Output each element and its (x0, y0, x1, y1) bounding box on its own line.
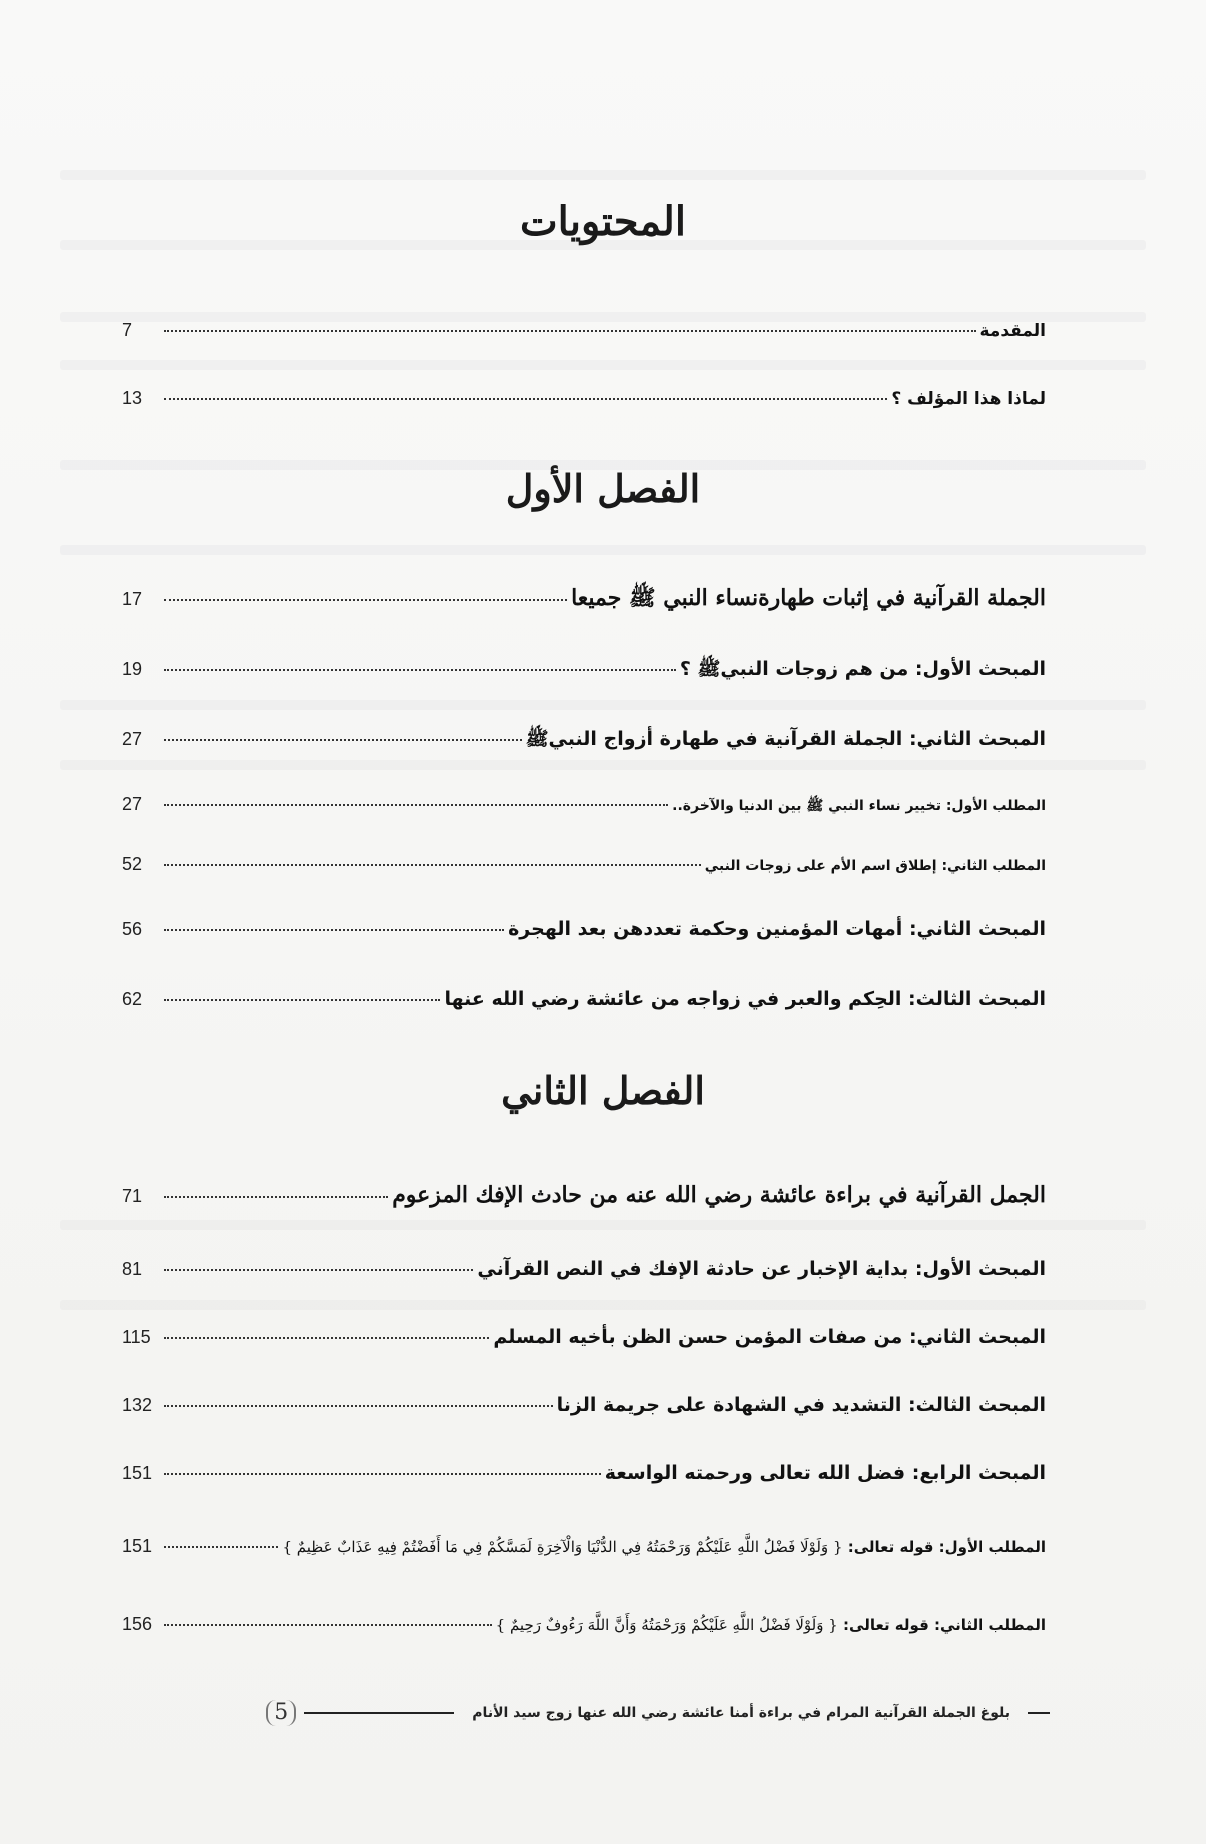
toc-page-number: 115 (122, 1327, 151, 1347)
bleed-through-line (60, 170, 1146, 180)
toc-entry-title: المقدمة (979, 321, 1046, 341)
toc-page-number: 19 (122, 659, 143, 679)
toc-page-number: 151 (122, 1536, 153, 1556)
section-label: المبحث الثالث: (908, 988, 1046, 1010)
toc-entry[interactable] (122, 918, 1046, 940)
toc-entry-title (477, 1258, 1046, 1280)
leader-dots (164, 864, 701, 866)
toc-page-number: 17 (122, 589, 143, 609)
section-title: أمهات المؤمنين وحكمة تعددهن بعد الهجرة (508, 918, 903, 940)
toc-page-number: 52 (122, 854, 143, 874)
toc-entry[interactable] (122, 1326, 1046, 1348)
quran-verse: { وَلَوْلَا فَضْلُ اللَّهِ عَلَيْكُمْ وَرَحْمَتُهُ وَأَنَّ اللَّهَ رَءُوفٌ رَحِيمٌ } (495, 1616, 838, 1634)
leader-dots (164, 1269, 473, 1271)
subsection-label: المطلب الأول: (945, 798, 1046, 814)
chapter-heading: الفصل الثاني (501, 1068, 705, 1113)
toc-entry[interactable] (122, 388, 1046, 409)
toc-page-number: 7 (122, 320, 133, 340)
leader-dots (164, 1473, 601, 1475)
section-label: المبحث الثالث: (908, 1394, 1046, 1416)
toc-entry[interactable] (122, 1536, 1046, 1557)
toc-entry-title (493, 1326, 1046, 1348)
bleed-through-line (60, 700, 1146, 710)
footer-rule (1028, 1712, 1050, 1714)
toc-entry-title (444, 988, 1046, 1010)
toc-entry[interactable] (122, 320, 1046, 341)
toc-entry[interactable] (122, 657, 1046, 685)
page-title: المحتويات (520, 198, 686, 245)
toc-page-number: 56 (122, 919, 143, 939)
section-title: الجملة القرآنية في طهارة أزواج النبيﷺ (525, 728, 903, 750)
toc-entry-title (496, 1616, 1046, 1634)
section-label: المبحث الرابع: (911, 1462, 1046, 1484)
bleed-through-line (60, 1300, 1146, 1310)
toc-entry-title (680, 657, 1046, 685)
subsection-title: تخيير نساء النبي ﷺ بين الدنيا والآخرة.. (672, 798, 941, 814)
leader-dots (164, 1546, 278, 1548)
toc-entry[interactable] (122, 1258, 1046, 1280)
page-number: 5 (266, 1700, 296, 1726)
leader-dots (164, 1337, 489, 1339)
toc-entry[interactable] (122, 1614, 1046, 1635)
section-label: المبحث الثاني: (908, 728, 1046, 750)
toc-entry-title (672, 797, 1046, 817)
toc-entry[interactable] (122, 988, 1046, 1010)
section-label: المبحث الأول: (914, 1258, 1046, 1280)
leader-dots (164, 739, 522, 741)
section-label: المبحث الأول: (914, 658, 1046, 680)
subsection-title: إطلاق اسم الأم على زوجات النبي (704, 858, 937, 874)
section-label: المبحث الثاني: (908, 1326, 1046, 1348)
leader-dots (164, 1624, 492, 1626)
section-title: الحِكم والعبر في زواجه من عائشة رضي الله عنها (444, 988, 902, 1010)
toc-entry-title (557, 1394, 1046, 1416)
footer-rule (304, 1712, 454, 1714)
toc-entry-title (705, 858, 1046, 874)
toc-entry-title: الجمل القرآنية في براءة عائشة رضي الله عنه من حادث الإفك المزعوم (392, 1182, 1046, 1208)
toc-entry[interactable] (122, 1394, 1046, 1416)
leader-dots (164, 804, 668, 806)
toc-entry[interactable] (122, 1462, 1046, 1484)
leader-dots (164, 669, 676, 671)
bleed-through-line (60, 545, 1146, 555)
bleed-through-line (60, 1220, 1146, 1230)
toc-page-number: 27 (122, 794, 143, 814)
subsection-label: المطلب الثاني: (941, 858, 1046, 874)
toc-page-number: 156 (122, 1614, 153, 1634)
toc-entry[interactable] (122, 854, 1046, 875)
toc-entry[interactable] (122, 794, 1046, 817)
toc-entry-title (526, 727, 1046, 755)
toc-entry-title: الجملة القرآنية في إثبات طهارةنساء النبي ﷺ جميعا (571, 585, 1046, 611)
toc-entry-title (508, 918, 1046, 940)
bleed-through-line (60, 360, 1146, 370)
toc-page-number: 62 (122, 989, 143, 1009)
section-title: بداية الإخبار عن حادثة الإفك في النص القرآني (477, 1258, 909, 1280)
toc-page-number: 151 (122, 1463, 153, 1483)
section-title: من هم زوجات النبيﷺ ؟ (679, 658, 909, 680)
leader-dots (164, 929, 504, 931)
section-title: فضل الله تعالى ورحمته الواسعة (604, 1462, 906, 1484)
toc-entry[interactable] (122, 1182, 1046, 1208)
toc-entry[interactable] (122, 727, 1046, 755)
running-title: بلوغ الجملة القرآنية المرام في براءة أمنا عائشة رضي الله عنها زوج سيد الأنام (472, 1705, 1010, 1721)
toc-entry-title (282, 1538, 1046, 1556)
section-label: المبحث الثاني: (908, 918, 1046, 940)
toc-page-number: 27 (122, 729, 143, 749)
chapter-heading: الفصل الأول (505, 466, 701, 511)
leader-dots (164, 1196, 388, 1198)
toc-page-number: 71 (122, 1186, 143, 1206)
leader-dots (164, 1405, 553, 1407)
toc-entry-title (605, 1462, 1046, 1484)
quran-verse: { وَلَوْلَا فَضْلُ اللَّهِ عَلَيْكُمْ وَرَحْمَتُهُ فِي الدُّنْيَا وَالْآخِرَةِ لَمَسَّكُمْ فِي مَا أَفَضْتُمْ فِيهِ عَذَابٌ عَظِيمٌ } (282, 1538, 843, 1556)
toc-page-number: 81 (122, 1259, 143, 1279)
page-footer (130, 1700, 1050, 1726)
section-title: التشديد في الشهادة على جريمة الزنا (556, 1394, 902, 1416)
leader-dots (164, 599, 567, 601)
toc-page-number: 132 (122, 1395, 153, 1415)
section-title: من صفات المؤمن حسن الظن بأخيه المسلم (493, 1326, 903, 1348)
toc-entry-title: لماذا هذا المؤلف ؟ (891, 389, 1046, 409)
leader-dots (164, 999, 440, 1001)
toc-page-number: 13 (122, 388, 143, 408)
toc-entry[interactable] (122, 584, 1046, 616)
bleed-through-line (60, 760, 1146, 770)
subsection-label: المطلب الأول: قوله تعالى: (847, 1538, 1046, 1556)
leader-dots (164, 330, 976, 332)
subsection-label: المطلب الثاني: قوله تعالى: (843, 1616, 1046, 1634)
leader-dots (164, 398, 887, 400)
